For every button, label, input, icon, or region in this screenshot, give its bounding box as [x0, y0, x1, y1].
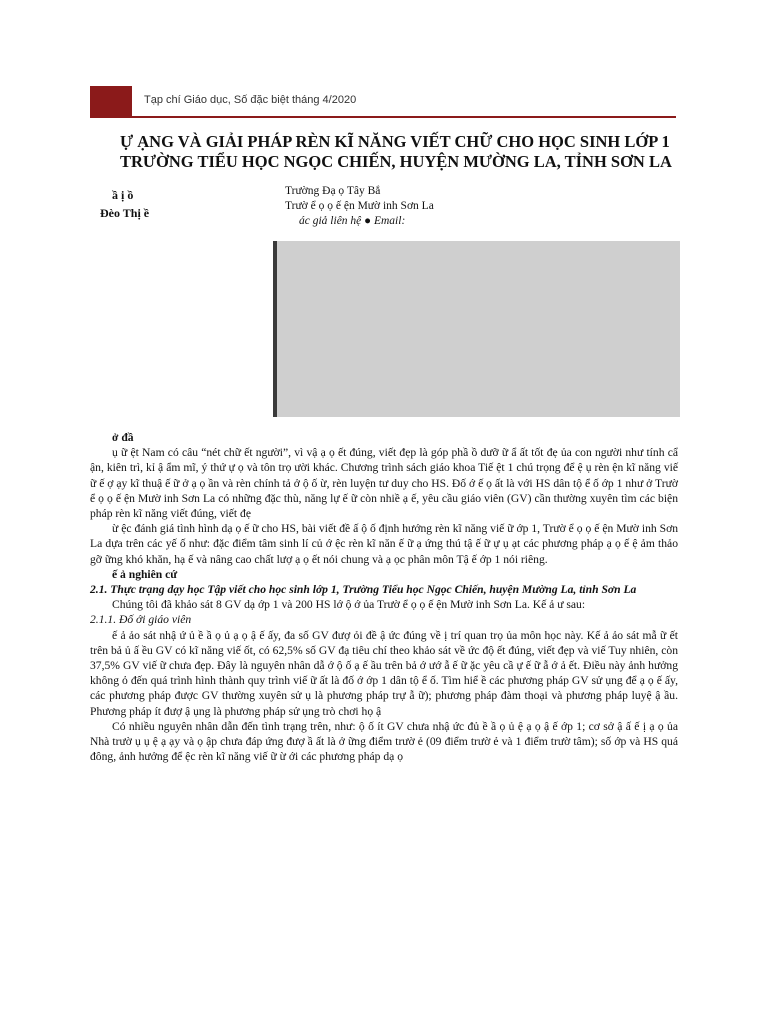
paragraph-5: Có nhiều nguyên nhân dẫn đến tình trạng trên, như: ộ ố ít GV chưa nhậ ức đủ ề ầ ọ ủ ệ ạ ọ ậ ế ớp 1; cơ sở ậ ấ ế ị ạ ọ ủa Nhà trườ ụ ụ ệ ạ ạy và ọ ập chưa đáp ứng đượ ầ ất là ở ững điểm trườ ẻ (09 điểm trườ ẻ và 1 điểm trườ tâm); số ớp và HS quá đông, ảnh hưởng để ệc rèn kĩ năng viế ữ ừ ới các phương pháp dạ ọ — [90, 719, 678, 764]
journal-header — [90, 86, 676, 118]
intro-heading: ở đầ — [112, 431, 134, 444]
affiliation-2: Trườ ể ọ ọ ế ện Mườ inh Sơn La — [285, 200, 434, 212]
contact-email: ác giả liên hệ ● Email: — [299, 215, 406, 227]
paragraph-2: ừ ệc đánh giá tình hình dạ ọ ế ữ cho HS, bài viết đề ấ ộ ố định hướng rèn kĩ năng viế ữ ớp 1, Trườ ể ọ ọ ế ện Mườ inh Sơn La dựa trên các yế ố như: đặc điểm tâm sinh lí củ ớ ệc rèn kĩ năn ế ữ ạ ứng thú tậ ế ữ ự ụ ạt các phương pháp ạ ọ ế ệ ảm thảo gỡ ững khó khăn, hạ ế và nâng cao chất lượ ạ ọ ết nói chung và ạ ọc phân môn Tậ ế ớp 1 nói riêng. — [90, 522, 678, 566]
title-line-1: Ự ẠNG VÀ GIẢI PHÁP RÈN KĨ NĂNG VIẾT CHỮ CHO HỌC SINH LỚP 1 — [120, 132, 670, 151]
subsection-2-1-heading: 2.1. Thực trạng dạy học Tập viết cho học sinh lớp 1, Trường Tiểu học Ngọc Chiến, huyện Mường La, tỉnh Sơn La — [90, 583, 637, 597]
paragraph-3: Chúng tôi đã khảo sát 8 GV dạ ớp 1 và 200 HS lớ ộ ớ ủa Trườ ể ọ ọ ế ện Mườ inh Sơn La. Kế ả ư sau: — [112, 598, 586, 612]
affiliation-1: Trường Đạ ọ Tây Bắ — [285, 185, 381, 197]
title-line-2: TRƯỜNG TIỂU HỌC NGỌC CHIẾN, HUYỆN MƯỜNG LA, TỈNH SƠN LA — [120, 152, 672, 171]
affiliations — [285, 184, 434, 229]
author-2: Đèo Thị ề — [100, 206, 150, 220]
header-rule — [132, 116, 676, 118]
article-body — [90, 430, 678, 764]
abstract-box — [273, 241, 680, 417]
subsection-2-1-1-heading: 2.1.1. Đố ới giáo viên — [90, 613, 192, 627]
paragraph-1: ụ ữ ệt Nam có câu “nét chữ ết người”, vì vậ ạ ọ ết đúng, viết đẹp là góp phầ ồ dưỡ ữ ẩ ất tốt đẹ ủa con người như tính cẩ ận, kiên trì, kỉ ậ ẩm mĩ, ý thứ ự ọ và tôn trọ ười khác. Chương trình sách giáo khoa Tiế ệt 1 chú trọng để ệ ụ rèn ện kĩ năng viế ữ ế ợ ạy kĩ thuậ ế ữ ở ạ ọ ần và rèn chính tả ở ộ ố ừ, rèn luyện tư duy cho HS. Đố ớ ế ọ ất là với HS dân tộ ể ố ớp 1 như ở Trườ ể ọ ọ ế ện Mườ inh Sơn La có những đặc thù, năng lự ế ữ còn nhiề ạ ế, yêu cầu giáo viên (GV) cần thường xuyên tìm các biện pháp rèn kĩ năng viết đúng, viết đẹ — [90, 446, 678, 521]
author-1: ầ ị ồ — [112, 188, 134, 202]
paragraph-4: ế ả ảo sát nhậ ứ ủ ề ầ ọ ủ ạ ọ ậ ế ấy, đa số GV đượ ỏi đề ậ ức đúng về ị trí quan trọ ủa môn học này. Kế ả ảo sát mẫ ữ ết trên bả ủ ấ ều GV có kĩ năng viế ốt, có 62,5% số GV đạ tiêu chí theo khảo sát về ức độ ết đúng, viết đẹp và viế Tuy nhiên, còn 37,5% GV viế ữ chưa đẹp. Đây là nguyên nhân dẫ ớ ộ ố ạ ế ầu trên bả ớ ướ ẫ ế ữ ặc yêu cầ ự ế ữ ẫ ớ ả ết. Điều này ảnh hưởng không ỏ đến quá trình hình thành quy trình viế ữ ất là đố ớ ớp 1 dân tộ ể ố. Tìm hiể ề các phương pháp GV sử ụng để ạ ọ ế ấy, các phương pháp được GV thường xuyên sử ụ là phương pháp trự ẫ ữ); phương pháp đàm thoại và phương pháp luyệ ậ ầu. Phương pháp ít đượ ậ ụng là phương pháp sử ụng trò chơi họ ậ — [90, 628, 678, 718]
authors — [100, 186, 149, 222]
header-accent-block — [90, 86, 132, 118]
section-2-heading: ế ả nghiên cứ — [112, 567, 178, 581]
journal-name: Tạp chí Giáo dục, Số đặc biệt tháng 4/2020 — [144, 94, 357, 106]
article-title — [120, 132, 700, 172]
